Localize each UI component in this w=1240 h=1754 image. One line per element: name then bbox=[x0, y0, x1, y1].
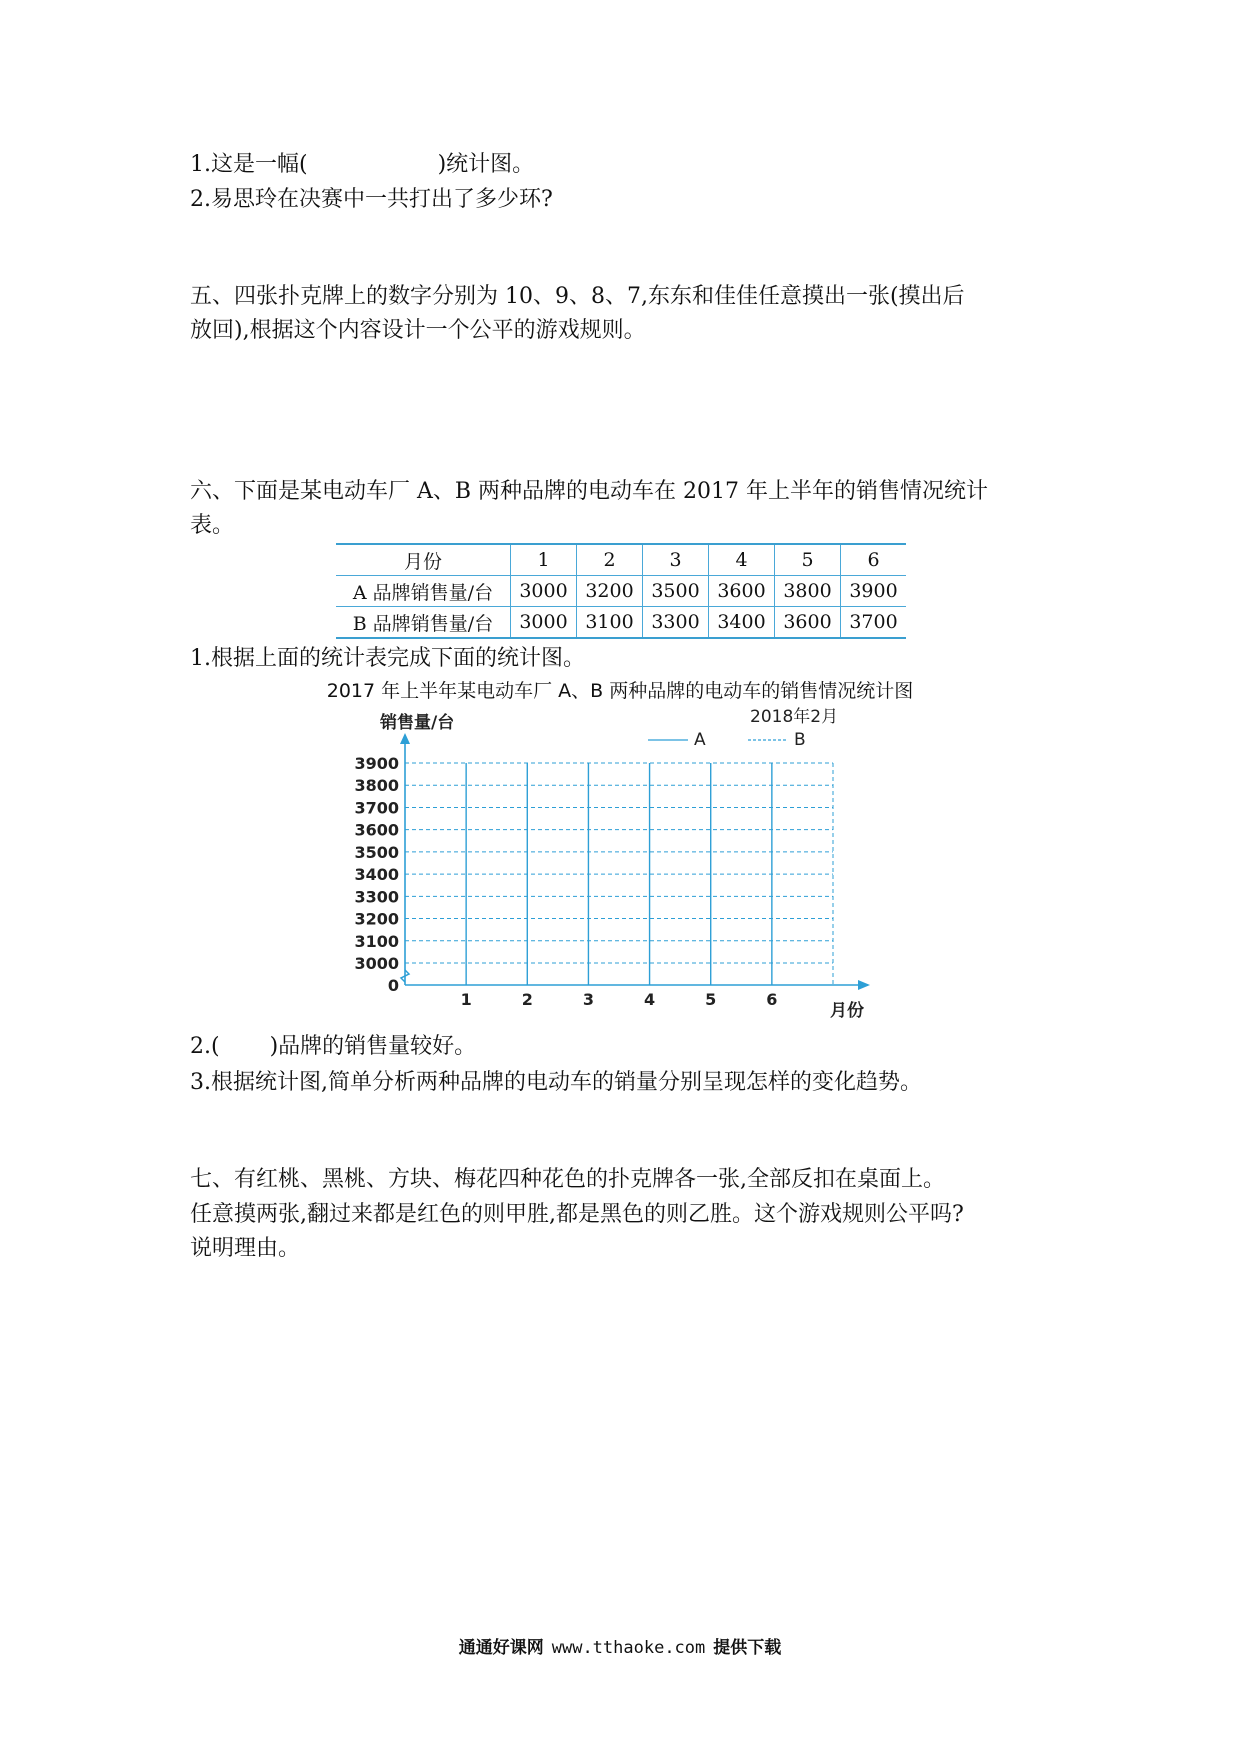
section-7-line-1: 七、有红桃、黑桃、方块、梅花四种花色的扑克牌各一张,全部反扣在桌面上。 bbox=[190, 1167, 945, 1192]
y-tick-label: 3400 bbox=[354, 865, 399, 885]
table-cell: 3900 bbox=[841, 576, 907, 607]
table-cell: 3800 bbox=[775, 576, 841, 607]
y-tick-label: 3900 bbox=[354, 754, 399, 773]
table-cell: 3100 bbox=[577, 607, 643, 639]
x-tick-label: 1 bbox=[460, 990, 472, 1009]
y-tick-label: 3500 bbox=[354, 842, 399, 862]
x-tick-label: 5 bbox=[705, 990, 717, 1009]
table-cell: 3400 bbox=[709, 607, 775, 639]
y-tick-label: 3000 bbox=[354, 954, 399, 973]
x-tick-label: 6 bbox=[766, 990, 778, 1009]
question-6-2 bbox=[190, 1030, 476, 1064]
question-6-3: 3.根据统计图,简单分析两种品牌的电动车的销量分别呈现怎样的变化趋势。 bbox=[190, 1070, 922, 1095]
y-tick-label: 3200 bbox=[354, 909, 399, 929]
y-tick-label: 3300 bbox=[354, 887, 399, 907]
chart-title: 2017 年上半年某电动车厂 A、B 两种品牌的电动车的销售情况统计图 bbox=[326, 680, 914, 702]
table-cell: 3200 bbox=[577, 576, 643, 607]
chart-date-label: 2018年2月 bbox=[750, 707, 839, 727]
y-tick-label: 3800 bbox=[354, 776, 399, 796]
table-cell: 3500 bbox=[643, 576, 709, 607]
section-6-line-1: 六、下面是某电动车厂 A、B 两种品牌的电动车在 2017 年上半年的销售情况统计 bbox=[190, 479, 989, 504]
x-axis-arrow bbox=[858, 980, 870, 990]
table-cell: 3600 bbox=[775, 607, 841, 639]
footer-download-text: 提供下载 bbox=[713, 1638, 782, 1658]
table-cell: 3600 bbox=[709, 576, 775, 607]
question-4-1-prefix: 1.这是一幅( bbox=[190, 152, 308, 177]
table-cell: 2 bbox=[577, 544, 643, 576]
y-tick-label: 3100 bbox=[354, 931, 399, 951]
footer-url[interactable]: www.tthaoke.com bbox=[551, 1638, 706, 1658]
question-6-2-suffix: )品牌的销售量较好。 bbox=[269, 1034, 477, 1059]
section-6-line-2: 表。 bbox=[190, 513, 235, 538]
y-tick-label: 0 bbox=[387, 976, 399, 995]
line-chart bbox=[340, 700, 880, 1030]
question-4-1 bbox=[190, 148, 534, 182]
x-axis-label: 月份 bbox=[830, 1001, 864, 1021]
table-cell: 3700 bbox=[841, 607, 907, 639]
sales-table bbox=[336, 543, 906, 639]
question-4-2: 2.易思玲在决赛中一共打出了多少环? bbox=[190, 187, 553, 212]
section-7-line-2: 任意摸两张,翻过来都是红色的则甲胜,都是黑色的则乙胜。这个游戏规则公平吗? bbox=[190, 1202, 964, 1227]
section-5-line-1: 五、四张扑克牌上的数字分别为 10、9、8、7,东东和佳佳任意摸出一张(摸出后 bbox=[190, 284, 965, 309]
x-tick-label: 3 bbox=[582, 990, 594, 1009]
table-cell: 4 bbox=[709, 544, 775, 576]
table-cell: 5 bbox=[775, 544, 841, 576]
chart-legend bbox=[648, 730, 806, 750]
chart-grid bbox=[405, 763, 833, 985]
y-axis-arrow bbox=[400, 733, 410, 744]
y-tick-label: 3700 bbox=[354, 798, 399, 818]
question-6-1: 1.根据上面的统计表完成下面的统计图。 bbox=[190, 646, 585, 671]
table-row bbox=[336, 576, 906, 607]
x-tick-label: 2 bbox=[521, 990, 533, 1009]
legend-label-b: B bbox=[794, 730, 806, 750]
table-row bbox=[336, 607, 906, 639]
table-cell: 3000 bbox=[511, 576, 577, 607]
question-4-1-suffix: )统计图。 bbox=[437, 152, 535, 177]
section-5-line-2: 放回),根据这个内容设计一个公平的游戏规则。 bbox=[190, 318, 646, 343]
table-cell: B 品牌销售量/台 bbox=[336, 607, 511, 639]
x-tick-label: 4 bbox=[644, 990, 656, 1009]
legend-label-a: A bbox=[694, 730, 706, 750]
table-header-row bbox=[336, 544, 906, 576]
page-footer bbox=[0, 1633, 1240, 1658]
chart-labels bbox=[354, 706, 864, 1021]
y-tick-label: 3600 bbox=[354, 820, 399, 840]
table-cell: A 品牌销售量/台 bbox=[336, 576, 511, 607]
section-7-line-3: 说明理由。 bbox=[190, 1236, 301, 1261]
table-cell: 3300 bbox=[643, 607, 709, 639]
table-cell: 3000 bbox=[511, 607, 577, 639]
footer-site-name: 通通好课网 bbox=[458, 1638, 544, 1658]
table-cell: 3 bbox=[643, 544, 709, 576]
table-cell: 6 bbox=[841, 544, 907, 576]
question-6-2-prefix: 2.( bbox=[190, 1034, 220, 1059]
chart-axes bbox=[400, 733, 870, 990]
table-cell: 月份 bbox=[336, 544, 511, 576]
table-cell: 1 bbox=[511, 544, 577, 576]
y-axis-label: 销售量/台 bbox=[380, 713, 455, 733]
